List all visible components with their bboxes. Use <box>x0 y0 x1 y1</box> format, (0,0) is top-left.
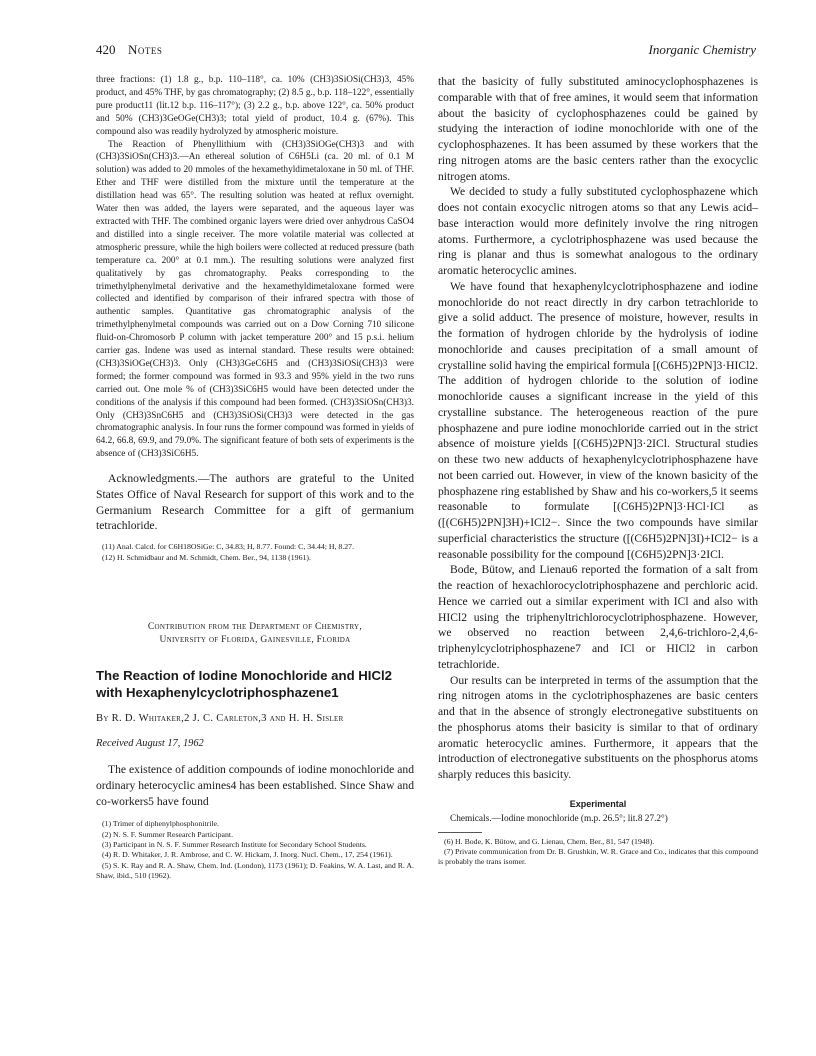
footnote: (11) Anal. Calcd. for C6H18OSiGe: C, 34.83; H, 8.77. Found: C, 34.44; H, 8.27. <box>102 542 355 552</box>
acknowledgments: Acknowledgments.—The authors are grateful to the United States Office of Naval Research for support of this work and to the Germanium Research Committee for a gift of germanium tetrachloride. <box>96 472 414 533</box>
body-paragraph: that the basicity of fully substituted aminocyclophosphazenes is comparable with that of free amines, it would seem that information about the basicity of cyclophosphazenes could be gained by studying the interaction of iodine monochloride with one of the cyclophosphazenes. It has been assumed by these workers that the ring nitrogen atoms are the basic centers rather than the exocyclic nitrogen atoms. <box>438 75 758 183</box>
footnote: (4) R. D. Whitaker, J. R. Ambrose, and C. W. Hickam, J. Inorg. Nucl. Chem., 17, 254 (1961). <box>102 850 393 860</box>
right-column <box>438 74 758 868</box>
footnotes-bottom <box>96 819 414 881</box>
footnote: (7) Private communication from Dr. B. Grushkin, W. R. Grace and Co., indicates that this compound is probably the trans isomer. <box>438 847 758 867</box>
received-date: Received August 17, 1962 <box>96 738 204 749</box>
footnotes-right <box>438 837 758 868</box>
article-authors: By R. D. Whitaker,2 J. C. Carleton,3 and H. H. Sisler <box>96 713 344 724</box>
contribution-affiliation <box>96 621 414 647</box>
body-paragraph: Bode, Bütow, and Lienau6 reported the formation of a salt from the reaction of hexachlorocyclotriphosphazene and perchloric acid. Hence we carried out a similar experiment with ICl and also with HICl2 using the triphenyltrichlorocyclotriphosphazene. However, we observed no reaction between 2,4,6-trichloro-2,4,6-triphenylcyclotriphosphazene7 and ICl or HICl2 in carbon tetrachloride. <box>438 563 758 671</box>
footnotes-top <box>96 542 414 563</box>
page-number: 420 <box>96 42 116 57</box>
section-name: Notes <box>128 42 163 57</box>
experimental-heading: Experimental <box>569 798 627 809</box>
footnote: (2) N. S. F. Summer Research Participant. <box>102 829 234 839</box>
body-paragraph: We have found that hexaphenylcyclotriphosphazene and iodine monochloride do not react directly in dry carbon tetrachloride to give a solid adduct. The presence of moisture, however, results in the formation of hydrogen chloride by the hydrolysis of iodine monochloride and causes precipitation of a small amount of crystalline solid having the empirical formula [(C6H5)2PN]3·HICl2. The addition of hydrogen chloride to the solution of iodine monochloride causes a significant increase in the yield of this crystalline substance. The heterogeneous reaction of the pure phosphazene and pure iodine monochloride carried out in the strict absence of moisture yields [(C6H5)2PN]3·2ICl. Structural studies on these two new adducts of hexaphenylcyclotriphosphazene have not been carried out. However, in view of the known basicity of the phosphazene ring established by Shaw and his co-workers,5 it seems reasonable to formulate [(C6H5)2PN]3·HCl·ICl as ([(C6H5)2PN]3H)+ICl2−. Since the two compounds have similar superficial characteristics the structure ([(C6H5)2PN]3I)+ICl2− is a reasonable possibility for the compound [(C6H5)2PN]3·2ICl. <box>438 279 758 561</box>
experimental-text: Chemicals.—Iodine monochloride (m.p. 26.5°; lit.8 27.2°) <box>450 813 668 824</box>
body-paragraph: Our results can be interpreted in terms of the assumption that the ring nitrogen atoms in the cyclotriphosphazenes are basic centers and that in the absence of strongly electronegative substituents on the phosphorus atoms their basicity is similar to that of ordinary aromatic heterocyclic amines. Furthermore, it appears that the introduction of electronegative substituents on the phosphorus atoms sharply reduces this basicity. <box>438 673 758 781</box>
body-paragraph: We decided to study a fully substituted cyclophosphazene which does not contain exocyclic nitrogen atoms so that any Lewis acid–base interaction would more definitely involve the ring nitrogen atoms. Furthermore, a cyclotriphosphazene was used because the ring is planar and thus is somewhat analogous to the ordinary aromatic heterocyclic amines. <box>438 185 758 277</box>
footnote: (12) H. Schmidbaur and M. Schmidt, Chem. Ber., 94, 1138 (1961). <box>102 552 311 562</box>
footnote: (3) Participant in N. S. F. Summer Research Institute for Secondary School Students. <box>102 840 367 850</box>
article-title: The Reaction of Iodine Monochloride and HICl2 with Hexaphenylcyclotriphosphazene1 <box>96 668 392 700</box>
footnote-divider <box>438 832 482 833</box>
footnote: (1) Trimer of diphenylphosphonitrile. <box>102 819 219 829</box>
running-header <box>96 42 756 62</box>
footnote: (5) S. K. Ray and R. A. Shaw, Chem. Ind. (London), 1173 (1961); D. Feakins, W. A. Last, and R. A. Shaw, ibid., 510 (1962). <box>96 860 414 881</box>
contribution-line: University of Florida, Gainesville, Florida <box>159 635 351 645</box>
continuation-paragraph: three fractions: (1) 1.8 g., b.p. 110–118°, ca. 10% (CH3)3SiOSi(CH3)3, 45% product, and 45% THF, by gas chromatography; (2) 8.5 g., b.p. 118–122°, essentially pure product11 (lit.12 b.p. 116–117°); (3) 2.2 g., b.p. above 122°, ca. 50% product and 50% (CH3)3GeOGe(CH3)3; total yield of product, 10.4 g. (67%). This compound also was readily hydrolyzed by atmospheric moisture. <box>96 75 414 137</box>
journal-name: Inorganic Chemistry <box>648 42 756 57</box>
left-column <box>96 74 414 882</box>
footnote: (6) H. Bode, K. Bütow, and G. Lienau, Chem. Ber., 81, 547 (1948). <box>444 836 655 846</box>
contribution-line: Contribution from the Department of Chemistry, <box>147 622 363 632</box>
intro-paragraph: The existence of addition compounds of iodine monochloride and ordinary heterocyclic amines4 has been established. Since Shaw and co-workers5 have found <box>96 763 414 808</box>
phenyllithium-reaction-paragraph: The Reaction of Phenyllithium with (CH3)3SiOGe(CH3)3 and with (CH3)3SiOSn(CH3)3.—An ethereal solution of C6H5Li (ca. 20 ml. of 0.1 M solution) was added to 20 mmoles of the hexamethyldimetaloxane in 50 ml. of THF. Ether and THF were distilled from the mixture until the temperature at the distillation head was 65°. The resulting solution was heated at reflux overnight. Water then was added, the layers were separated, and the aqueous layer was extracted with THF. The combined organic layers were dried over anhydrous CaSO4 and distilled into a single receiver. The more volatile material was collected at atmospheric pressure, while the high boilers were collected at reduced pressure (bath temperature ca. 200° at 0.1 mm.). The resulting solutions were analyzed first qualitatively by gas chromatography. Peaks corresponding to the trimethylphenylmetal derivative and the hexamethyldimetaloxane formed were collected and identified by comparison of their infrared spectra with those of authentic samples. Quantitative gas chromatographic analysis of the trimethylphenylmetal compounds was carried out on a Dow Corning 710 silicone fluid-on-Chromosorb P column with jacket temperature 200° and 15 p.s.i. helium carrier gas. Indene was used as internal standard. These results were obtained: (CH3)3SiOGe(CH3)3. Only (CH3)3GeC6H5 and (CH3)3SiOSi(CH3)3 were formed; the former compound was formed in 93.3 and 95% yield in the two runs carried out. One mole % of (CH3)3SiC6H5 would have been detected under the conditions of the analysis if this compound had been formed. (CH3)3SiOSn(CH3)3. Only (CH3)3SnC6H5 and (CH3)3SiOSi(CH3)3 were detected in the gas chromatographic analysis. In four runs the former compound was formed in yields of 64.2, 66.8, 69.9, and 79.0%. The significant feature of both sets of experiments is the absence of (CH3)3SiC6H5. <box>96 139 414 460</box>
